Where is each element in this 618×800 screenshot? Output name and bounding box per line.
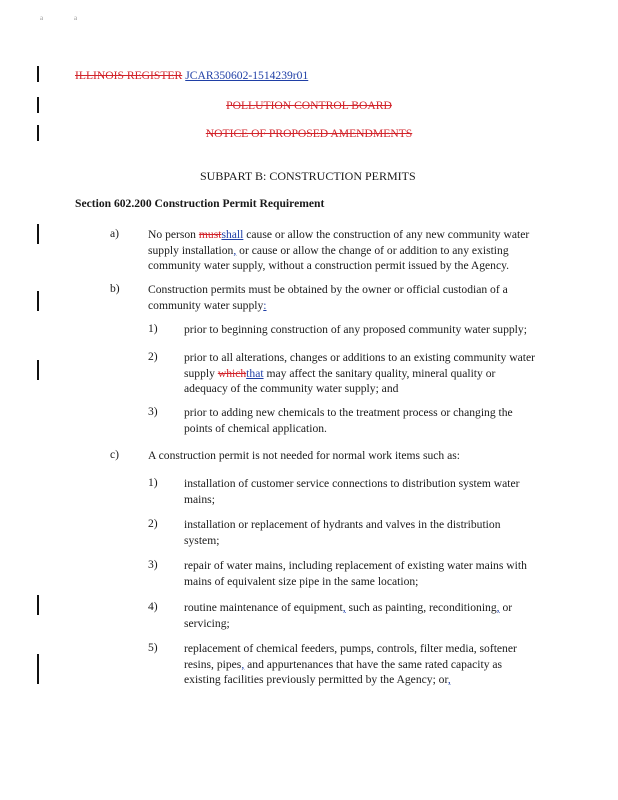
- item-label-c5: 5): [148, 641, 158, 654]
- notice-title: NOTICE OF PROPOSED AMENDMENTS: [205, 127, 413, 140]
- revision-bar: [37, 66, 39, 82]
- register-inserted-text: JCAR350602-1514239r01: [185, 69, 309, 82]
- paragraph-c3: repair of water mains, including replacement of existing water mains with mains of equivalent size pipe in the same location;: [184, 559, 527, 588]
- revision-bar: [37, 595, 39, 615]
- corner-mark-left: a: [40, 14, 44, 22]
- subpart-heading: SUBPART B: CONSTRUCTION PERMITS: [200, 169, 416, 183]
- register-line: [75, 69, 308, 82]
- register-struck-text: ILLINOIS REGISTER: [75, 69, 183, 82]
- paragraph-c5: replacement of chemical feeders, pumps, controls, filter media, softener resins, pipes, and appurtenances that have the same rated capacity as existing facilities previously permitted by the Agency; or,: [184, 642, 517, 686]
- paragraph-c: A construction permit is not needed for normal work items such as:: [148, 449, 461, 462]
- item-label-c3: 3): [148, 558, 158, 571]
- corner-mark-right: a: [74, 14, 78, 22]
- paragraph-c1: installation of customer service connections to distribution system water mains;: [184, 477, 520, 506]
- item-label-b3: 3): [148, 405, 158, 418]
- paragraph-c4: routine maintenance of equipment, such as painting, reconditioning, or servicing;: [184, 601, 513, 630]
- item-label-c1: 1): [148, 476, 158, 489]
- paragraph-b1: prior to beginning construction of any proposed community water supply;: [184, 323, 527, 336]
- item-label-b: b): [110, 282, 120, 295]
- agency-title: POLLUTION CONTROL BOARD: [226, 99, 392, 112]
- revision-bar: [37, 360, 39, 380]
- revision-bar: [37, 654, 39, 684]
- item-label-a: a): [110, 227, 120, 240]
- item-label-c4: 4): [148, 600, 158, 613]
- paragraph-b3: prior to adding new chemicals to the treatment process or changing the points of chemical application.: [184, 406, 513, 435]
- revision-bar: [37, 291, 39, 311]
- revision-bar: [37, 224, 39, 244]
- paragraph-a: No person mustshall cause or allow the construction of any new community water supply installation, or cause or allow the change of or addition to any existing community water supply, without a construction permit issued by the Agency.: [148, 228, 530, 272]
- item-label-c2: 2): [148, 517, 158, 530]
- paragraph-b2: prior to all alterations, changes or additions to an existing community water supply whichthat may affect the sanitary quality, mineral quality or adequacy of the community water supply; and: [184, 351, 535, 395]
- item-label-b2: 2): [148, 350, 158, 363]
- item-label-c: c): [110, 448, 120, 461]
- item-label-b1: 1): [148, 322, 158, 335]
- section-heading: Section 602.200 Construction Permit Requirement: [75, 197, 325, 210]
- paragraph-c2: installation or replacement of hydrants and valves in the distribution system;: [184, 518, 501, 547]
- paragraph-b: Construction permits must be obtained by the owner or official custodian of a community water supply:: [148, 283, 508, 312]
